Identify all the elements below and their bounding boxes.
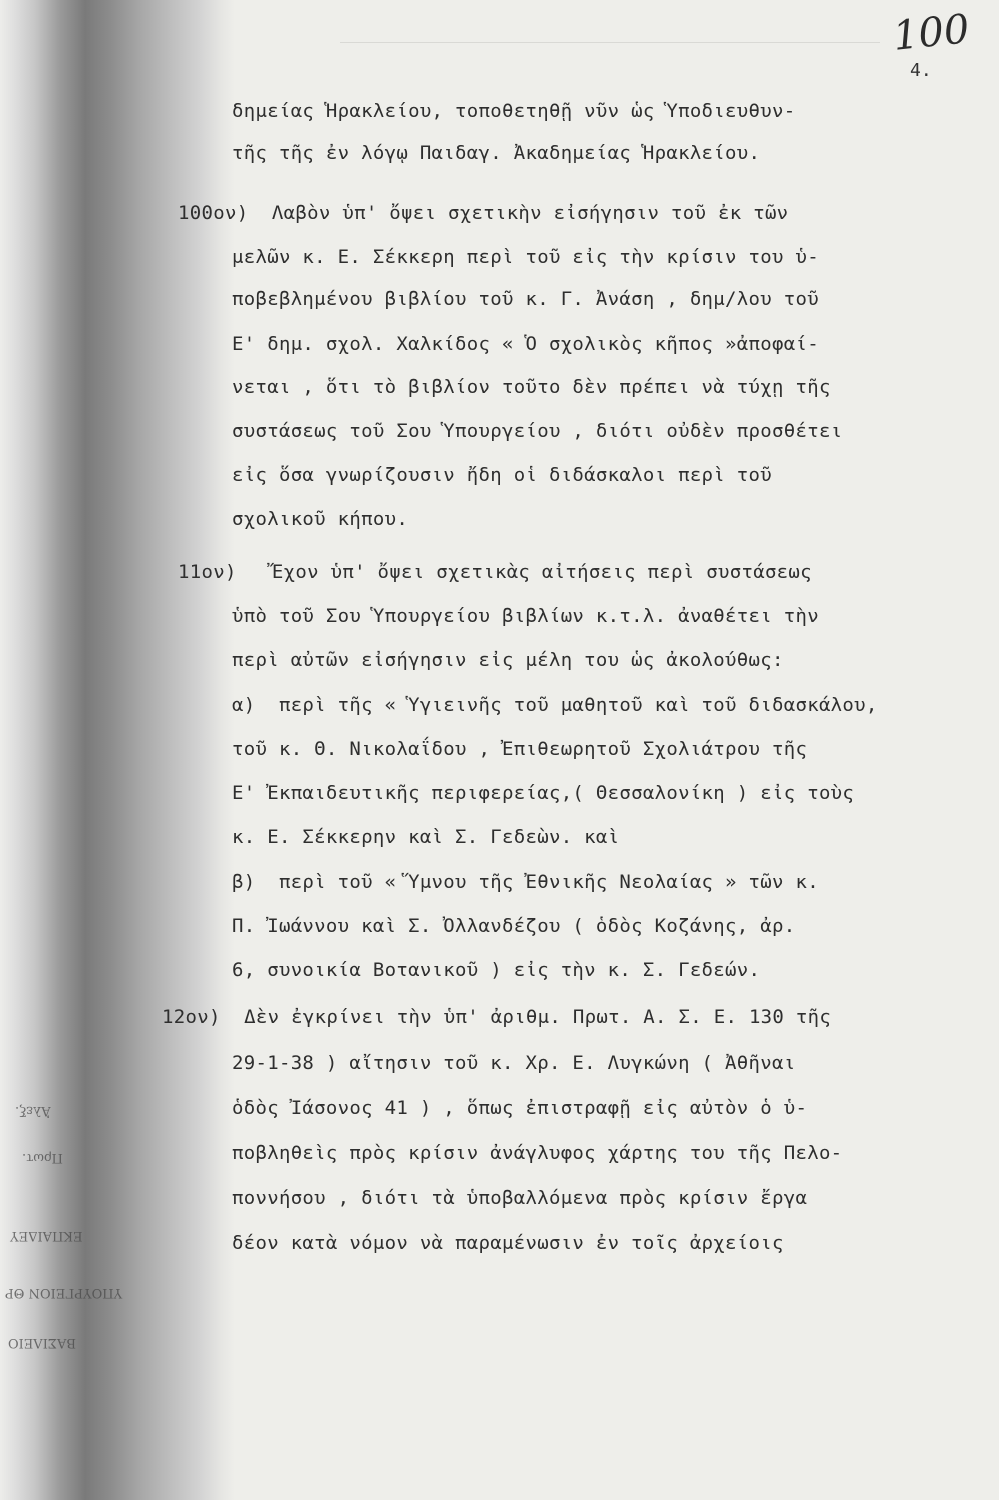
text-line: Ε' Ἐκπαιδευτικῆς περιφερείας,( Θεσσαλονίκη ) εἰς τοὺς	[232, 782, 855, 804]
text-line: ποννήσου , διότι τὰ ὑποβαλλόμενα πρὸς κρίσιν ἔργα	[232, 1187, 808, 1209]
text-line: Ε' δημ. σχολ. Χαλκίδος « Ὁ σχολικὸς κῆπος »ἀποφαί-	[232, 333, 819, 355]
binding-shadow	[0, 0, 235, 1500]
text-line: ποβεβλημένου βιβλίου τοῦ κ. Γ. Ἀνάση , δημ/λου τοῦ	[232, 288, 819, 310]
binding-mark-1: Ἀλεξ.	[15, 1103, 51, 1118]
binding-mark-5: ΒΑΣΙΛΕΙΟ	[8, 1335, 76, 1350]
text-line: τοῦ κ. Θ. Νικολαΐδου , Ἐπιθεωρητοῦ Σχολιάτρου τῆς	[232, 738, 808, 760]
text-line: δέον κατὰ νόμον νὰ παραμένωσιν ἐν τοῖς ἀρχείοις	[232, 1232, 784, 1254]
text-line: ὁδὸς Ἰάσονος 41 ) , ὅπως ἐπιστραφῇ εἰς αὐτὸν ὁ ὑ-	[232, 1097, 808, 1119]
text-line: 11ον) Ἔχον ὑπ' ὄψει σχετικὰς αἰτήσεις περὶ συστάσεως	[178, 561, 812, 583]
binding-mark-3: ΕΚΠΑΙΔΕΥ	[10, 1228, 83, 1243]
page-number: 4.	[910, 60, 932, 81]
bleed-through-line	[340, 42, 880, 63]
text-line: 100ον) Λαβὸν ὑπ' ὄψει σχετικὴν εἰσήγησιν τοῦ ἐκ τῶν	[178, 202, 789, 224]
text-line: συστάσεως τοῦ Σου Ὑπουργείου , διότι οὐδὲν προσθέτει	[232, 420, 843, 442]
text-line: μελῶν κ. Ε. Σέκκερη περὶ τοῦ εἰς τὴν κρίσιν του ὑ-	[232, 246, 819, 268]
text-line: 29-1-38 ) αἴτησιν τοῦ κ. Χρ. Ε. Λυγκώνη ( Ἀθῆναι	[232, 1052, 796, 1074]
text-line: εἰς ὅσα γνωρίζουσιν ἤδη οἱ διδάσκαλοι περὶ τοῦ	[232, 464, 772, 486]
text-line: τῆς τῆς ἐν λόγῳ Παιδαγ. Ἀκαδημείας Ἡρακλείου.	[232, 142, 761, 164]
binding-mark-2: Πρωτ.	[22, 1150, 63, 1165]
folio-number: 100	[890, 6, 972, 60]
text-line: σχολικοῦ κήπου.	[232, 508, 409, 530]
text-line: ποβληθεὶς πρὸς κρίσιν ἀνάγλυφος χάρτης του τῆς Πελο-	[232, 1142, 843, 1164]
text-line: Π. Ἰωάννου καὶ Σ. Ὀλλανδέζου ( ὁδὸς Κοζάνης, ἀρ.	[232, 915, 796, 937]
text-line: ὑπὸ τοῦ Σου Ὑπουργείου βιβλίων κ.τ.λ. ἀναθέτει τὴν	[232, 605, 819, 627]
text-line: 12ον) Δὲν ἐγκρίνει τὴν ὑπ' ἀριθμ. Πρωτ. Α. Σ. Ε. 130 τῆς	[162, 1006, 832, 1028]
text-line: νεται , ὅτι τὸ βιβλίον τοῦτο δὲν πρέπει νὰ τύχῃ τῆς	[232, 376, 831, 398]
text-line: περὶ αὐτῶν εἰσήγησιν εἰς μέλη του ὡς ἀκολούθως:	[232, 649, 784, 671]
text-line: κ. Ε. Σέκκερην καὶ Σ. Γεδεὼν. καὶ	[232, 826, 620, 848]
text-line: δημείας Ἡρακλείου, τοποθετηθῇ νῦν ὡς Ὑποδιευθυν-	[232, 100, 796, 122]
binding-mark-4: ΥΠΟΥΡΓΕΙΟΝ ΘΡ	[5, 1285, 123, 1300]
text-line: 6, συνοικία Βοτανικοῦ ) εἰς τὴν κ. Σ. Γεδεών.	[232, 959, 761, 981]
text-line: α) περὶ τῆς « Ὑγιεινῆς τοῦ μαθητοῦ καὶ τοῦ διδασκάλου,	[232, 694, 878, 716]
text-line: β) περὶ τοῦ « Ὕμνου τῆς Ἐθνικῆς Νεολαίας » τῶν κ.	[232, 871, 819, 893]
